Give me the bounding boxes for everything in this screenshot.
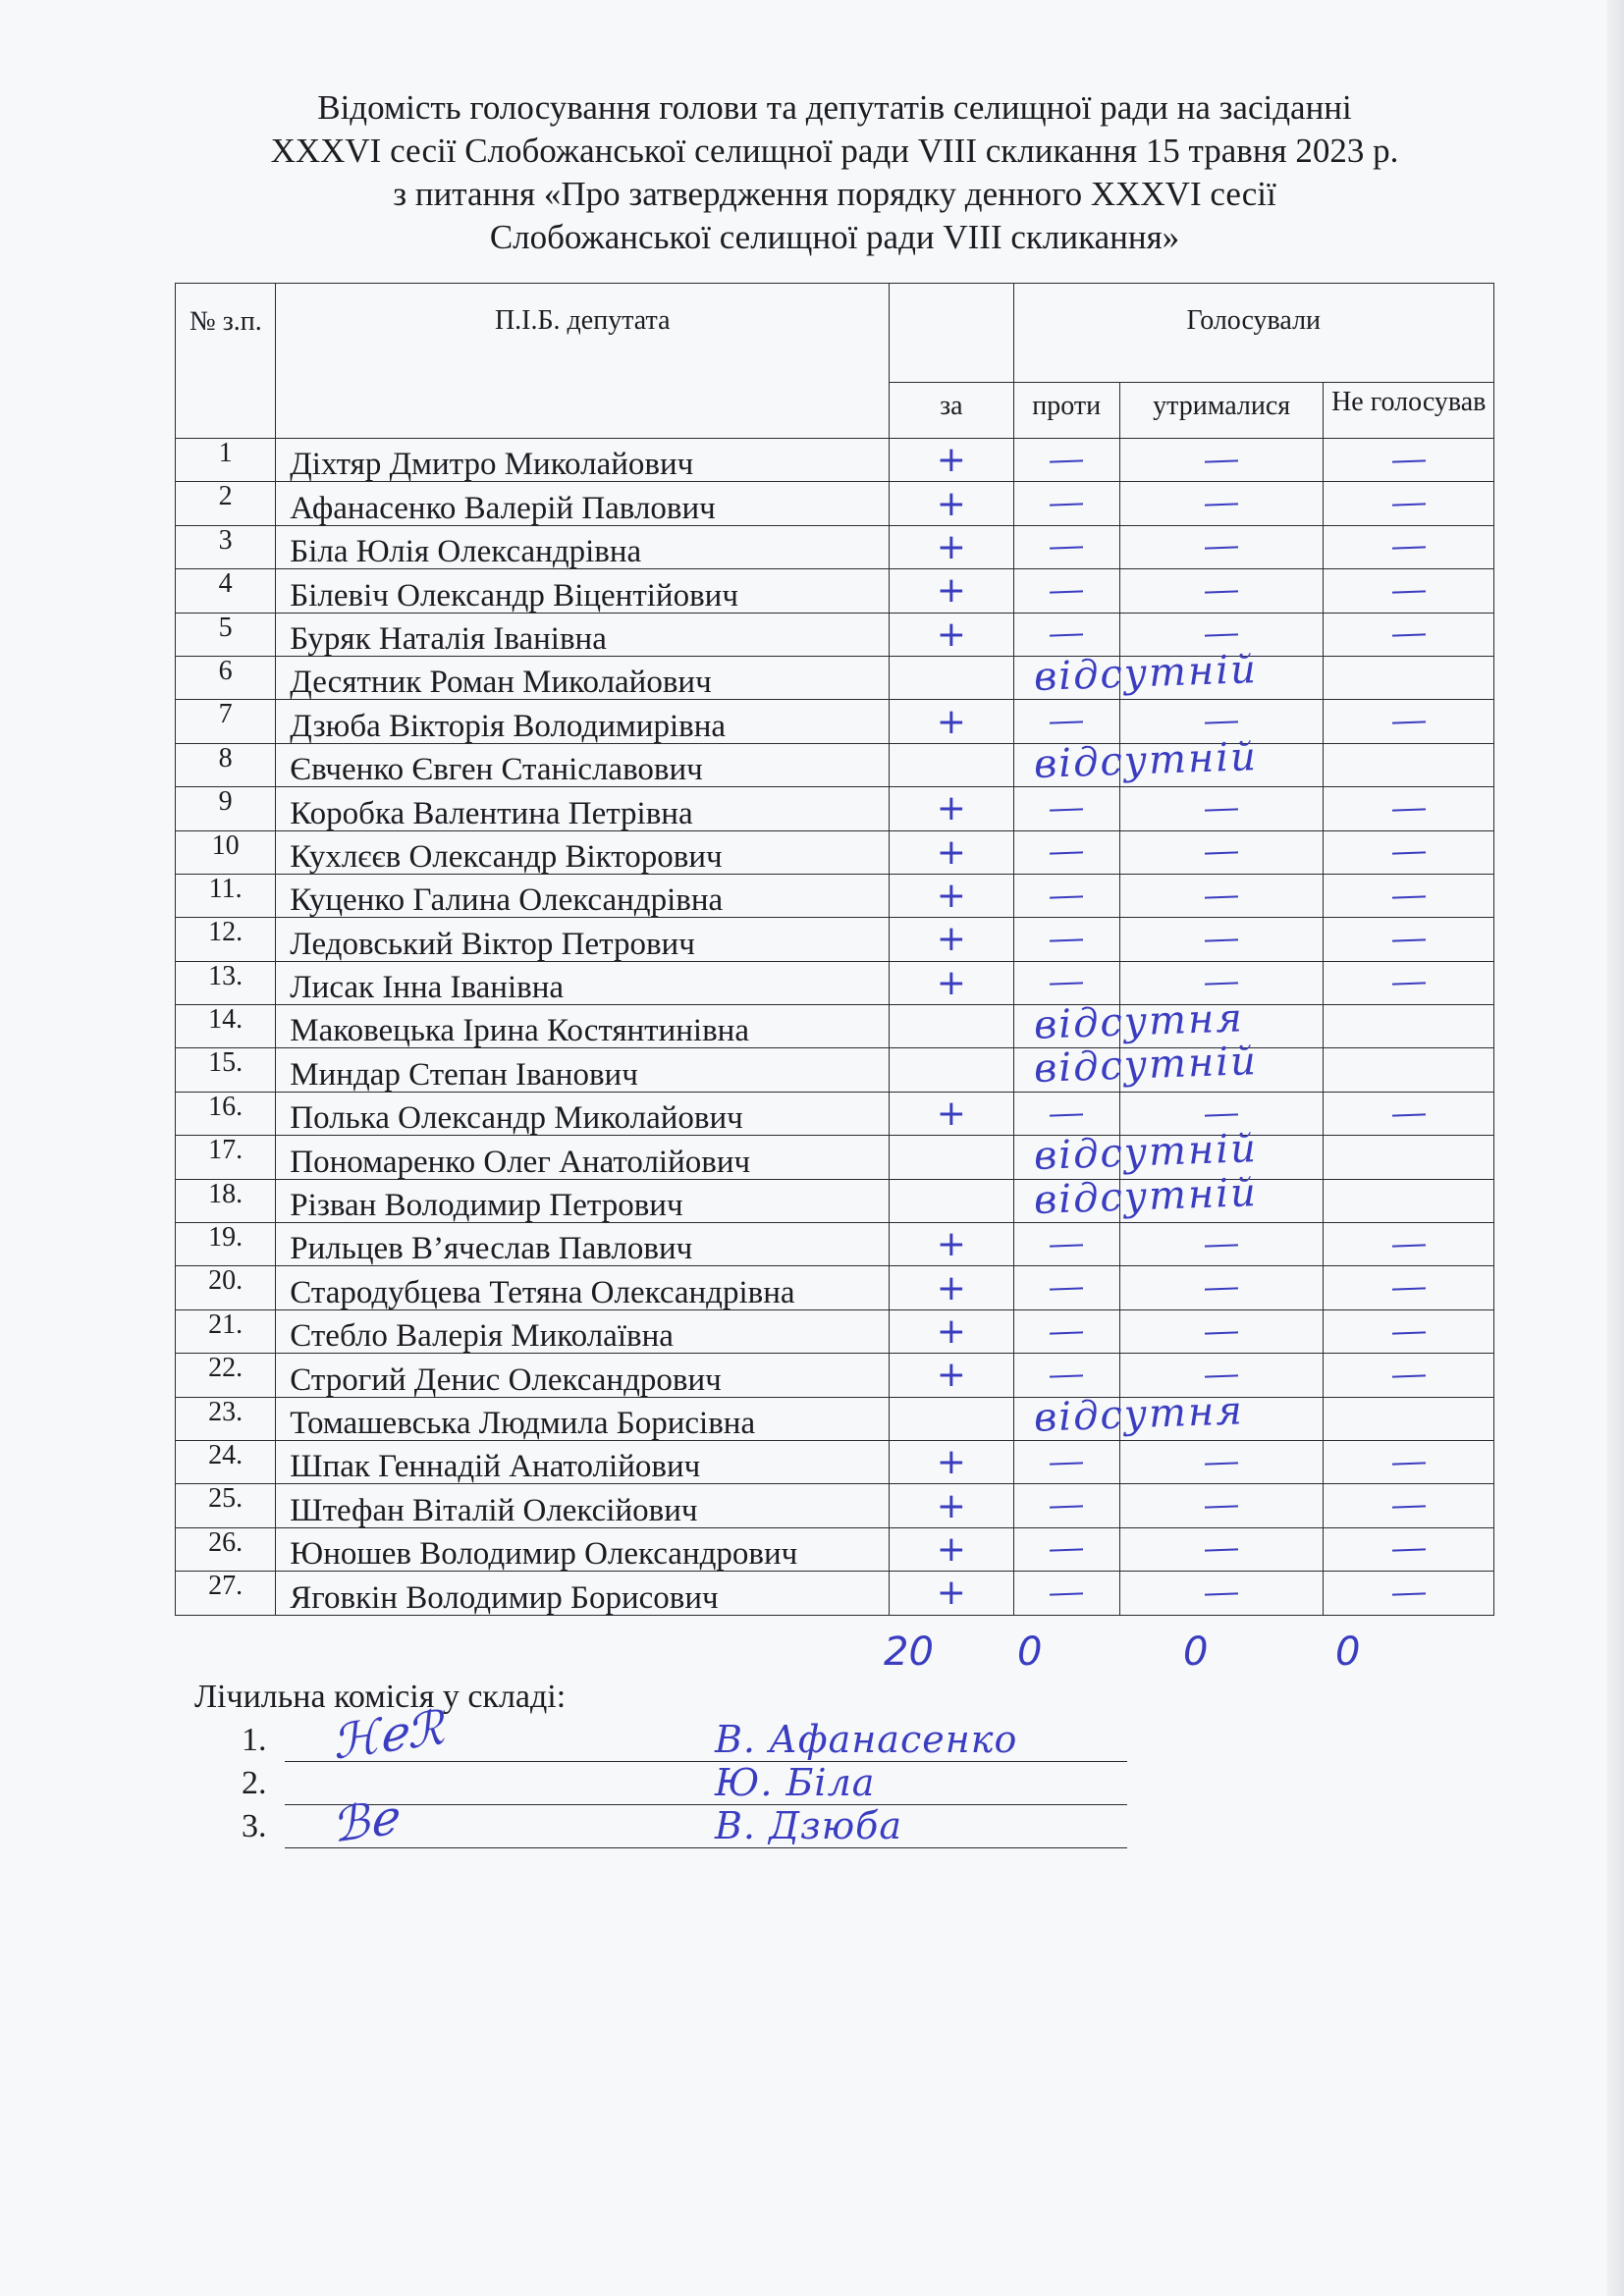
row-number: 2 [176, 482, 276, 525]
dash-mark [1050, 983, 1083, 986]
table-row [176, 1354, 1494, 1397]
dash-mark [1205, 1549, 1238, 1552]
not-voted-mark [1324, 613, 1494, 656]
vote-for-mark [890, 1136, 1013, 1179]
row-number: 26. [176, 1527, 276, 1571]
deputy-name: Полька Олександр Миколайович [276, 1092, 890, 1135]
absent-note: відсутній [1032, 733, 1259, 787]
dash-mark [1050, 503, 1083, 506]
dash-mark [1205, 721, 1238, 723]
absent-cell [1013, 646, 1259, 700]
vote-for-mark: + [890, 439, 1013, 482]
dash-mark [1205, 1288, 1238, 1291]
absent-cell [1013, 995, 1245, 1048]
row-number: 15. [176, 1048, 276, 1092]
table-row [176, 1440, 1494, 1483]
dash-mark [1050, 938, 1083, 941]
vote-for-mark: + [890, 613, 1013, 656]
absent-cell [1013, 1126, 1259, 1180]
dash-mark [1205, 1113, 1238, 1116]
row-number: 18. [176, 1179, 276, 1222]
row-number: 27. [176, 1572, 276, 1615]
not-voted-mark [1324, 1354, 1494, 1397]
dash-mark [1050, 895, 1083, 898]
heading-line: з питання «Про затвердження порядку денного XXXVI сесії [393, 175, 1276, 213]
table-row [176, 830, 1494, 874]
table-row [176, 482, 1494, 525]
not-voted-mark [1324, 1092, 1494, 1135]
not-voted-mark [1324, 525, 1494, 568]
table-row [176, 743, 1494, 786]
not-voted-mark [1324, 787, 1494, 830]
row-number: 4 [176, 569, 276, 613]
total-against: 0 [1017, 1629, 1043, 1675]
not-voted-mark [1324, 1572, 1494, 1615]
member-name: В. Афанасенко [715, 1718, 1018, 1761]
against-mark [1013, 1309, 1119, 1353]
against-mark [1013, 613, 1119, 656]
page-edge [1606, 0, 1624, 2296]
against-mark [1013, 1484, 1119, 1527]
row-number: 13. [176, 961, 276, 1004]
not-voted-mark [1324, 918, 1494, 961]
heading-line: Слобожанської селищної ради VIII скликання» [489, 218, 1180, 256]
table-row [176, 787, 1494, 830]
table-row [176, 569, 1494, 613]
dash-mark [1392, 547, 1426, 550]
not-voted-mark [1324, 1266, 1494, 1309]
dash-mark [1050, 590, 1083, 593]
member-number: 3. [242, 1808, 267, 1844]
table-row [176, 1092, 1494, 1135]
vote-for-mark: + [890, 918, 1013, 961]
deputy-name: Кухлєєв Олександр Вікторович [276, 830, 890, 874]
vote-for-mark: + [890, 525, 1013, 568]
member-number: 2. [242, 1765, 267, 1801]
not-voted-mark [1324, 1179, 1494, 1222]
row-number: 9 [176, 787, 276, 830]
absent-note: відсутня [1032, 1387, 1245, 1441]
header-voted: Голосували [1013, 284, 1493, 383]
dash-mark [1392, 1331, 1426, 1334]
not-voted-mark [1324, 1309, 1494, 1353]
against-mark [1013, 525, 1119, 568]
abstained-mark [1119, 1309, 1324, 1353]
against-mark [1013, 439, 1119, 482]
vote-for-mark: + [890, 569, 1013, 613]
deputy-name: Коробка Валентина Петрівна [276, 787, 890, 830]
not-voted-mark [1324, 1397, 1494, 1440]
row-number: 5 [176, 613, 276, 656]
dash-mark [1205, 983, 1238, 986]
vote-for-mark: + [890, 830, 1013, 874]
against-mark [1013, 1572, 1119, 1615]
deputy-name: Куценко Галина Олександрівна [276, 874, 890, 917]
dash-mark [1205, 590, 1238, 593]
not-voted-mark [1324, 743, 1494, 786]
vote-for-mark: + [890, 787, 1013, 830]
document-heading [196, 86, 1473, 259]
against-mark [1013, 482, 1119, 525]
row-number: 14. [176, 1005, 276, 1048]
table-row [176, 1527, 1494, 1571]
dash-mark [1050, 852, 1083, 855]
header-blank [890, 284, 1013, 383]
abstained-mark [1119, 918, 1324, 961]
dash-mark [1205, 808, 1238, 811]
dash-mark [1050, 1592, 1083, 1595]
table-row [176, 1048, 1494, 1092]
dash-mark [1205, 634, 1238, 637]
absent-note: відсутня [1032, 995, 1245, 1048]
dash-mark [1205, 852, 1238, 855]
deputy-name: Стебло Валерія Миколаївна [276, 1309, 890, 1353]
against-mark [1013, 569, 1119, 613]
against-mark [1013, 961, 1119, 1004]
commission-member [194, 1700, 1176, 1771]
dash-mark [1392, 1462, 1426, 1465]
dash-mark [1205, 938, 1238, 941]
dash-mark [1205, 459, 1238, 462]
deputy-name: Строгий Денис Олександрович [276, 1354, 890, 1397]
deputy-name: Шпак Геннадій Анатолійович [276, 1440, 890, 1483]
dash-mark [1205, 1244, 1238, 1247]
dash-mark [1050, 1374, 1083, 1377]
header-abstained: утрималися [1119, 383, 1324, 439]
against-mark [1013, 1440, 1119, 1483]
dash-mark [1050, 721, 1083, 723]
dash-mark [1392, 1244, 1426, 1247]
against-mark [1013, 1354, 1119, 1397]
header-against: проти [1013, 383, 1119, 439]
not-voted-mark [1324, 1440, 1494, 1483]
dash-mark [1392, 459, 1426, 462]
vote-for-mark: + [890, 1440, 1013, 1483]
voting-table [175, 283, 1494, 1616]
dash-mark [1050, 1288, 1083, 1291]
dash-mark [1392, 852, 1426, 855]
not-voted-mark [1324, 830, 1494, 874]
dash-mark [1050, 1462, 1083, 1465]
abstained-mark [1119, 1527, 1324, 1571]
dash-mark [1392, 1113, 1426, 1116]
dash-mark [1050, 1505, 1083, 1508]
dash-mark [1205, 1592, 1238, 1595]
absent-note: відсутній [1032, 1169, 1259, 1223]
dash-mark [1392, 1374, 1426, 1377]
not-voted-mark [1324, 1484, 1494, 1527]
against-mark [1013, 1266, 1119, 1309]
signature-line [285, 1804, 1127, 1805]
deputy-name: Білевіч Олександр Віцентійович [276, 569, 890, 613]
signature: ℋℯℛ [328, 1700, 448, 1771]
dash-mark [1205, 1505, 1238, 1508]
vote-for-mark [890, 1005, 1013, 1048]
deputy-name: Євченко Євген Станіславович [276, 743, 890, 786]
table-row [176, 1179, 1494, 1222]
abstained-mark [1119, 569, 1324, 613]
not-voted-mark [1324, 1223, 1494, 1266]
table-row [176, 1005, 1494, 1048]
dash-mark [1392, 1549, 1426, 1552]
signature-line [285, 1761, 1127, 1762]
dash-mark [1205, 503, 1238, 506]
not-voted-mark [1324, 569, 1494, 613]
abstained-mark [1119, 482, 1324, 525]
row-number: 19. [176, 1223, 276, 1266]
row-number: 3 [176, 525, 276, 568]
dash-mark [1392, 1505, 1426, 1508]
vote-for-mark: + [890, 1266, 1013, 1309]
not-voted-mark [1324, 961, 1494, 1004]
signature: ℬℯ [328, 1789, 401, 1854]
row-number: 24. [176, 1440, 276, 1483]
dash-mark [1392, 721, 1426, 723]
vote-for-mark: + [890, 1092, 1013, 1135]
deputy-name: Пономаренко Олег Анатолійович [276, 1136, 890, 1179]
not-voted-mark [1324, 700, 1494, 743]
absent-note: відсутній [1032, 1039, 1259, 1093]
table-row [176, 1484, 1494, 1527]
vote-for-mark: + [890, 1354, 1013, 1397]
header-for: за [890, 383, 1013, 439]
member-name: Ю. Біла [715, 1761, 876, 1804]
dash-mark [1392, 938, 1426, 941]
deputy-name: Яговкін Володимир Борисович [276, 1572, 890, 1615]
vote-for-mark [890, 743, 1013, 786]
table-row [176, 874, 1494, 917]
dash-mark [1392, 590, 1426, 593]
vote-for-mark [890, 656, 1013, 699]
deputy-name: Ледовський Віктор Петрович [276, 918, 890, 961]
abstained-mark [1119, 1440, 1324, 1483]
dash-mark [1392, 983, 1426, 986]
not-voted-mark [1324, 874, 1494, 917]
dash-mark [1392, 808, 1426, 811]
member-name: В. Дзюба [715, 1804, 903, 1847]
deputy-name: Дзюба Вікторія Володимирівна [276, 700, 890, 743]
row-number: 1 [176, 439, 276, 482]
against-mark [1013, 1092, 1119, 1135]
deputy-name: Стародубцева Тетяна Олександрівна [276, 1266, 890, 1309]
absent-cell [1013, 1387, 1245, 1441]
not-voted-mark [1324, 1136, 1494, 1179]
dash-mark [1050, 634, 1083, 637]
dash-mark [1205, 1374, 1238, 1377]
dash-mark [1205, 1462, 1238, 1465]
vote-for-mark: + [890, 961, 1013, 1004]
dash-mark [1392, 1288, 1426, 1291]
vote-for-mark [890, 1048, 1013, 1092]
table-row [176, 439, 1494, 482]
heading-line: Відомість голосування голови та депутатів селищної ради на засіданні [317, 88, 1352, 127]
voting-table-body [176, 439, 1494, 1616]
deputy-name: Юношев Володимир Олександрович [276, 1527, 890, 1571]
table-row [176, 918, 1494, 961]
abstained-mark [1119, 439, 1324, 482]
row-number: 10 [176, 830, 276, 874]
signature-line [285, 1847, 1127, 1848]
row-number: 16. [176, 1092, 276, 1135]
total-for: 20 [884, 1629, 934, 1675]
row-number: 11. [176, 874, 276, 917]
abstained-mark [1119, 1266, 1324, 1309]
deputy-name: Десятник Роман Миколайович [276, 656, 890, 699]
deputy-name: Афанасенко Валерій Павлович [276, 482, 890, 525]
absent-note: відсутній [1032, 646, 1259, 700]
commission-title: Лічильна комісія у складі: [194, 1679, 567, 1715]
row-number: 12. [176, 918, 276, 961]
dash-mark [1205, 547, 1238, 550]
against-mark [1013, 918, 1119, 961]
against-mark [1013, 700, 1119, 743]
abstained-mark [1119, 525, 1324, 568]
dash-mark [1050, 459, 1083, 462]
row-number: 23. [176, 1397, 276, 1440]
dash-mark [1050, 1331, 1083, 1334]
abstained-mark [1119, 830, 1324, 874]
member-number: 1. [242, 1722, 267, 1758]
dash-mark [1392, 1592, 1426, 1595]
against-mark [1013, 830, 1119, 874]
against-mark [1013, 787, 1119, 830]
total-abstained: 0 [1183, 1629, 1209, 1675]
deputy-name: Біла Юлія Олександрівна [276, 525, 890, 568]
dash-mark [1050, 547, 1083, 550]
against-mark [1013, 1527, 1119, 1571]
table-row [176, 1309, 1494, 1353]
table-row [176, 613, 1494, 656]
commission-member [194, 1789, 1176, 1854]
absent-cell [1013, 1039, 1259, 1093]
vote-for-mark [890, 1179, 1013, 1222]
dash-mark [1050, 1549, 1083, 1552]
table-row [176, 1266, 1494, 1309]
dash-mark [1205, 895, 1238, 898]
vote-for-mark: + [890, 700, 1013, 743]
against-mark [1013, 1223, 1119, 1266]
dash-mark [1392, 895, 1426, 898]
vote-for-mark: + [890, 874, 1013, 917]
deputy-name: Рильцев В’ячеслав Павлович [276, 1223, 890, 1266]
vote-for-mark: + [890, 1527, 1013, 1571]
table-row [176, 1223, 1494, 1266]
vote-for-mark: + [890, 482, 1013, 525]
row-number: 6 [176, 656, 276, 699]
row-number: 8 [176, 743, 276, 786]
deputy-name: Діхтяр Дмитро Миколайович [276, 439, 890, 482]
vote-for-mark: + [890, 1572, 1013, 1615]
row-number: 17. [176, 1136, 276, 1179]
not-voted-mark [1324, 1005, 1494, 1048]
header-number: № з.п. [176, 284, 276, 439]
vote-for-mark: + [890, 1309, 1013, 1353]
table-row [176, 525, 1494, 568]
abstained-mark [1119, 1484, 1324, 1527]
vote-for-mark: + [890, 1223, 1013, 1266]
table-row [176, 1136, 1494, 1179]
table-row [176, 1572, 1494, 1615]
against-mark [1013, 874, 1119, 917]
dash-mark [1205, 1331, 1238, 1334]
table-row [176, 656, 1494, 699]
deputy-name: Штефан Віталій Олексійович [276, 1484, 890, 1527]
abstained-mark [1119, 1572, 1324, 1615]
header-not-voted: Не голосував [1324, 383, 1494, 439]
row-number: 22. [176, 1354, 276, 1397]
row-number: 7 [176, 700, 276, 743]
abstained-mark [1119, 1223, 1324, 1266]
abstained-mark [1119, 874, 1324, 917]
row-number: 25. [176, 1484, 276, 1527]
vote-for-mark [890, 1397, 1013, 1440]
absent-cell [1013, 1169, 1259, 1223]
table-row [176, 700, 1494, 743]
absent-note: відсутній [1032, 1126, 1259, 1180]
total-not-voted: 0 [1335, 1629, 1361, 1675]
not-voted-mark [1324, 656, 1494, 699]
deputy-name: Різван Володимир Петрович [276, 1179, 890, 1222]
absent-cell [1013, 733, 1259, 787]
not-voted-mark [1324, 482, 1494, 525]
dash-mark [1050, 808, 1083, 811]
deputy-name: Маковецька Ірина Костянтинівна [276, 1005, 890, 1048]
dash-mark [1392, 634, 1426, 637]
dash-mark [1392, 503, 1426, 506]
deputy-name: Буряк Наталія Іванівна [276, 613, 890, 656]
deputy-name: Томашевська Людмила Борисівна [276, 1397, 890, 1440]
table-row [176, 961, 1494, 1004]
row-number: 20. [176, 1266, 276, 1309]
not-voted-mark [1324, 1527, 1494, 1571]
deputy-name: Миндар Степан Іванович [276, 1048, 890, 1092]
row-number: 21. [176, 1309, 276, 1353]
not-voted-mark [1324, 439, 1494, 482]
table-row [176, 1397, 1494, 1440]
deputy-name: Лисак Інна Іванівна [276, 961, 890, 1004]
not-voted-mark [1324, 1048, 1494, 1092]
dash-mark [1050, 1244, 1083, 1247]
counting-commission [194, 1679, 1176, 1854]
abstained-mark [1119, 787, 1324, 830]
heading-line: XXXVI сесії Слобожанської селищної ради VIII скликання 15 травня 2023 р. [270, 132, 1399, 170]
dash-mark [1050, 1113, 1083, 1116]
vote-for-mark: + [890, 1484, 1013, 1527]
header-name: П.І.Б. депутата [276, 284, 890, 439]
